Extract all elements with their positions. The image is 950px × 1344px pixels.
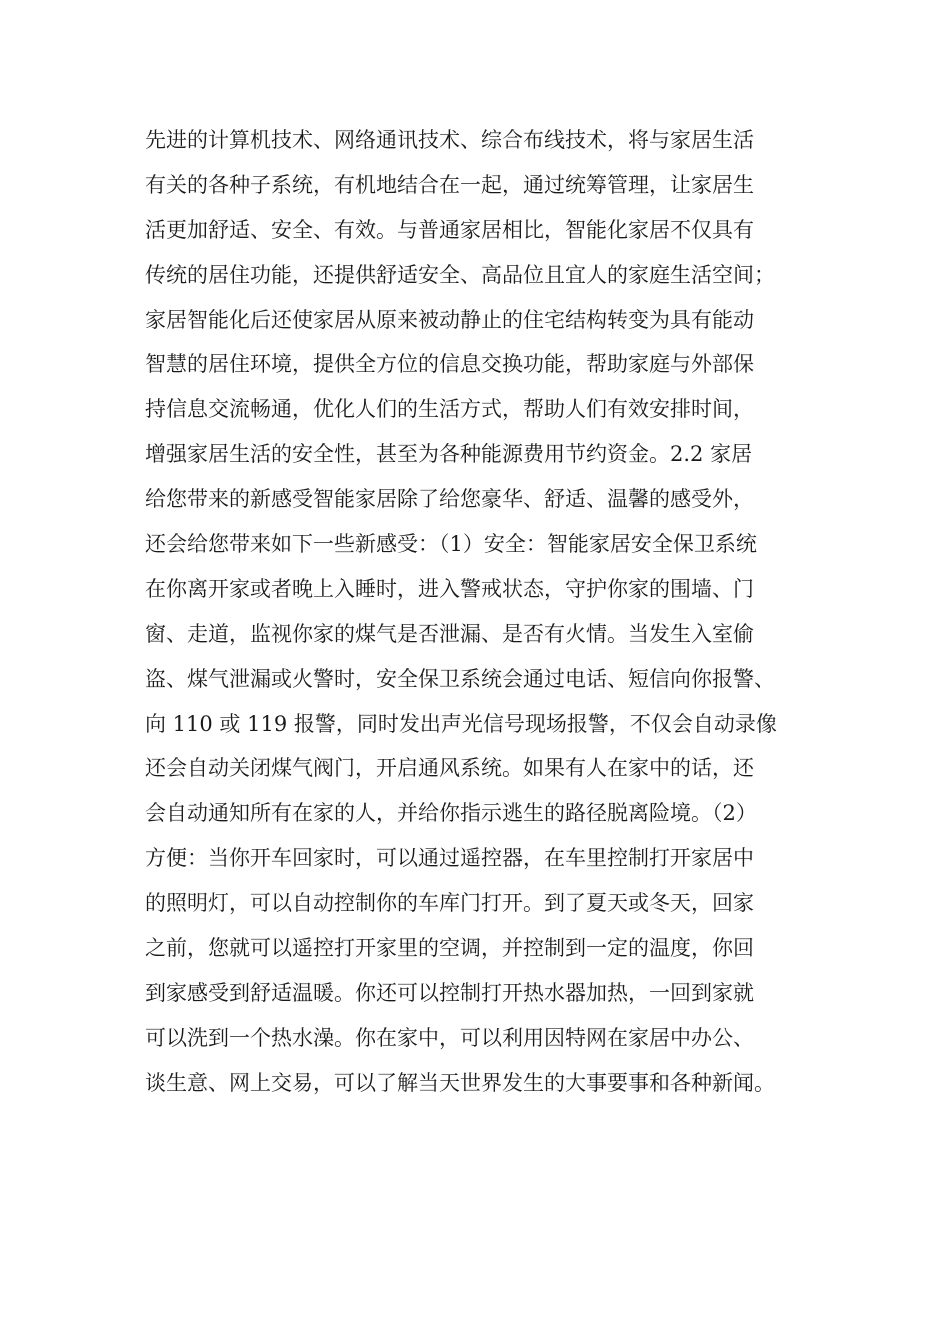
text-line: 还会自动关闭煤气阀门，开启通风系统。如果有人在家中的话，还 (145, 756, 754, 781)
text-line: 有关的各种子系统，有机地结合在一起，通过统筹管理，让家居生 (145, 172, 754, 197)
text-line: 在你离开家或者晚上入睡时，进入警戒状态，守护你家的围墙、门 (145, 576, 754, 601)
text-line: 会自动通知所有在家的人，并给你指示逃生的路径脱离险境。（2） (145, 801, 757, 826)
text-line: 的照明灯，可以自动控制你的车库门打开。到了夏天或冬天，回家 (145, 891, 754, 916)
text-line: 到家感受到舒适温暖。你还可以控制打开热水器加热，一回到家就 (145, 980, 754, 1005)
text-line: 之前，您就可以遥控打开家里的空调，并控制到一定的温度，你回 (145, 936, 754, 961)
text-line: 向 110 或 119 报警，同时发出声光信号现场报警，不仅会自动录像 (145, 711, 777, 736)
text-line: 方便：当你开车回家时，可以通过遥控器，在车里控制打开家居中 (145, 846, 754, 871)
text-line: 持信息交流畅通，优化人们的生活方式，帮助人们有效安排时间， (145, 397, 754, 422)
text-line: 增强家居生活的安全性，甚至为各种能源费用节约资金。2.2 家居 (145, 442, 753, 467)
text-line: 活更加舒适、安全、有效。与普通家居相比，智能化家居不仅具有 (145, 217, 754, 242)
text-line: 可以洗到一个热水澡。你在家中，可以利用因特网在家居中办公、 (145, 1025, 754, 1050)
text-line: 家居智能化后还使家居从原来被动静止的住宅结构转变为具有能动 (145, 307, 754, 332)
text-line: 传统的居住功能，还提供舒适安全、高品位且宜人的家庭生活空间； (145, 262, 775, 287)
text-line: 还会给您带来如下一些新感受：（1）安全：智能家居安全保卫系统 (145, 532, 757, 557)
text-line: 给您带来的新感受智能家居除了给您豪华、舒适、温馨的感受外， (145, 487, 754, 512)
text-line: 谈生意、网上交易，可以了解当天世界发生的大事要事和各种新闻。 (145, 1070, 775, 1095)
body-text (145, 118, 825, 1106)
text-line: 先进的计算机技术、网络通讯技术、综合布线技术，将与家居生活 (145, 128, 754, 152)
text-line: 智慧的居住环境，提供全方位的信息交换功能，帮助家庭与外部保 (145, 352, 754, 377)
text-line: 盗、煤气泄漏或火警时，安全保卫系统会通过电话、短信向你报警、 (145, 666, 775, 691)
text-line: 窗、走道，监视你家的煤气是否泄漏、是否有火情。当发生入室偷 (145, 621, 754, 646)
